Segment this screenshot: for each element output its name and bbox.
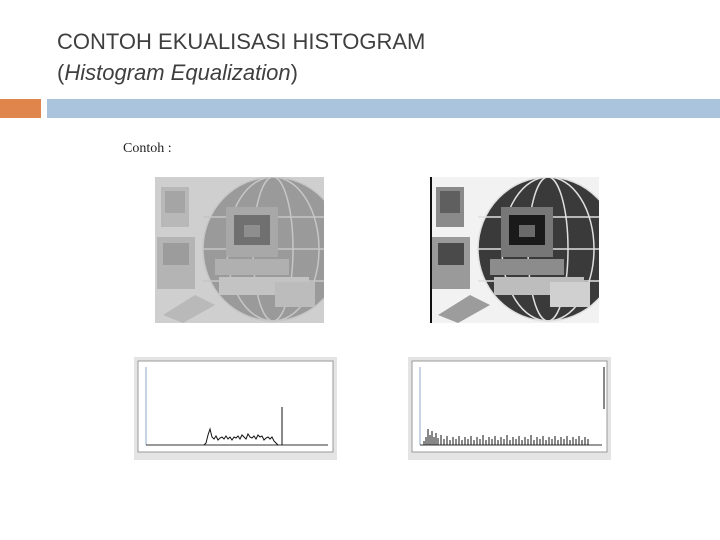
example-caption: Contoh : xyxy=(123,141,172,156)
title-line-2 xyxy=(57,57,425,88)
accent-bar xyxy=(0,99,41,118)
title-line-1: CONTOH EKUALISASI HISTOGRAM xyxy=(57,29,426,54)
slide-title xyxy=(57,26,425,88)
title-subtitle: Histogram Equalization xyxy=(64,60,291,85)
equalized-image xyxy=(430,177,599,323)
equalized-histogram xyxy=(408,357,611,460)
original-histogram xyxy=(134,357,337,460)
title-paren-close: ) xyxy=(290,60,298,85)
title-divider-bar xyxy=(47,99,720,118)
title-paren-open: ( xyxy=(57,60,65,85)
original-image xyxy=(155,177,324,323)
